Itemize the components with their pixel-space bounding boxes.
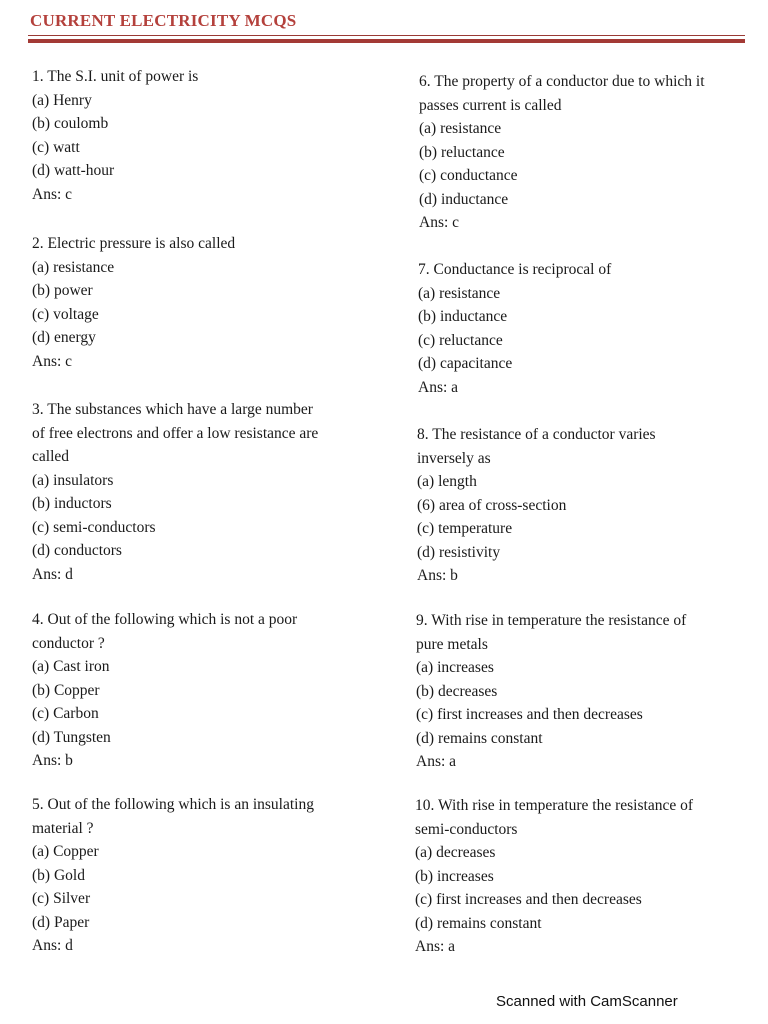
question-text: 2. Electric pressure is also called	[32, 235, 236, 252]
answer-option: (d) inductance	[419, 190, 509, 208]
answer-option: (c) first increases and then decreases	[415, 891, 642, 908]
question-text: 9. With rise in temperature the resistance of	[416, 612, 687, 629]
question-text: of free electrons and offer a low resistance are	[32, 424, 319, 442]
answer-option: (a) insulators	[32, 471, 114, 489]
answer-option: (c) watt	[32, 138, 80, 156]
answer-option: (b) coulomb	[32, 115, 109, 132]
answer-key: Ans: c	[419, 214, 460, 231]
answer-option: (c) temperature	[417, 520, 513, 537]
answer-option: (d) Tungsten	[32, 728, 111, 746]
answer-option: (a) Cast iron	[32, 658, 110, 675]
answer-option: (c) Carbon	[32, 705, 99, 722]
title-rule-thick	[28, 39, 745, 43]
answer-option: (b) Copper	[32, 681, 100, 699]
question-block	[419, 70, 705, 235]
question-block	[417, 423, 656, 588]
question-block	[32, 793, 314, 958]
question-text: called	[32, 448, 70, 465]
answer-option: (b) Gold	[32, 866, 85, 884]
question-text: 3. The substances which have a large number	[32, 401, 313, 418]
question-block	[32, 65, 198, 206]
question-block	[418, 258, 611, 399]
page-title: CURRENT ELECTRICITY MCQS	[30, 11, 297, 30]
answer-key: Ans: a	[415, 938, 456, 955]
answer-key: Ans: a	[418, 378, 459, 396]
answer-option: (a) resistance	[32, 258, 115, 276]
answer-option: (d) Paper	[32, 913, 90, 931]
answer-option: (c) first increases and then decreases	[416, 706, 643, 723]
answer-option: (a) increases	[416, 659, 494, 676]
answer-option: (a) Henry	[32, 91, 92, 109]
question-text: pure metals	[416, 635, 488, 653]
answer-option: (a) resistance	[419, 120, 502, 137]
answer-option: (d) watt-hour	[32, 162, 115, 179]
answer-option: (d) resistivity	[417, 543, 501, 561]
answer-option: (d) energy	[32, 329, 96, 346]
answer-key: Ans: a	[416, 753, 457, 770]
answer-option: (d) remains constant	[416, 729, 543, 747]
question-text: 1. The S.I. unit of power is	[32, 68, 199, 85]
answer-key: Ans: b	[32, 752, 73, 769]
answer-option: (c) semi-conductors	[32, 518, 156, 536]
answer-option: (a) length	[417, 473, 477, 490]
answer-key: Ans: d	[32, 565, 73, 583]
answer-option: (a) Copper	[32, 843, 99, 860]
question-text: 7. Conductance is reciprocal of	[418, 261, 612, 278]
answer-option: (d) capacitance	[418, 355, 513, 372]
question-text: 6. The property of a conductor due to which it	[419, 73, 705, 90]
question-text: inversely as	[417, 449, 491, 467]
question-block	[32, 608, 297, 773]
answer-option: (c) voltage	[32, 305, 99, 323]
answer-option: (b) reluctance	[419, 143, 505, 161]
answer-option: (b) inductance	[418, 308, 508, 325]
question-text: material ?	[32, 819, 94, 837]
question-text: semi-conductors	[415, 820, 518, 838]
answer-option: (c) reluctance	[418, 331, 503, 349]
answer-option: (c) conductance	[419, 167, 518, 184]
answer-option: (a) resistance	[418, 284, 501, 302]
answer-option: (6) area of cross-section	[417, 496, 567, 514]
answer-option: (b) inductors	[32, 495, 112, 512]
question-text: 8. The resistance of a conductor varies	[417, 426, 656, 443]
answer-option: (d) conductors	[32, 542, 122, 559]
question-block	[32, 232, 235, 373]
answer-key: Ans: d	[32, 937, 73, 954]
answer-option: (a) decreases	[415, 844, 496, 861]
answer-option: (b) increases	[415, 867, 494, 885]
answer-key: Ans: c	[32, 352, 73, 370]
question-text: passes current is called	[419, 96, 562, 114]
question-block	[416, 609, 686, 774]
question-text: 4. Out of the following which is not a poor	[32, 611, 298, 628]
answer-key: Ans: c	[32, 185, 73, 203]
answer-option: (d) remains constant	[415, 914, 542, 932]
answer-key: Ans: b	[417, 567, 458, 584]
answer-option: (b) decreases	[416, 682, 498, 700]
scanner-watermark: Scanned with CamScanner	[496, 993, 678, 1010]
title-rule-thin	[28, 35, 745, 36]
question-text: 5. Out of the following which is an insulating	[32, 796, 314, 813]
answer-option: (b) power	[32, 282, 93, 299]
question-text: conductor ?	[32, 634, 105, 652]
question-block	[415, 794, 693, 959]
question-text: 10. With rise in temperature the resistance of	[415, 797, 693, 814]
answer-option: (c) Silver	[32, 890, 91, 907]
question-block	[32, 398, 318, 586]
